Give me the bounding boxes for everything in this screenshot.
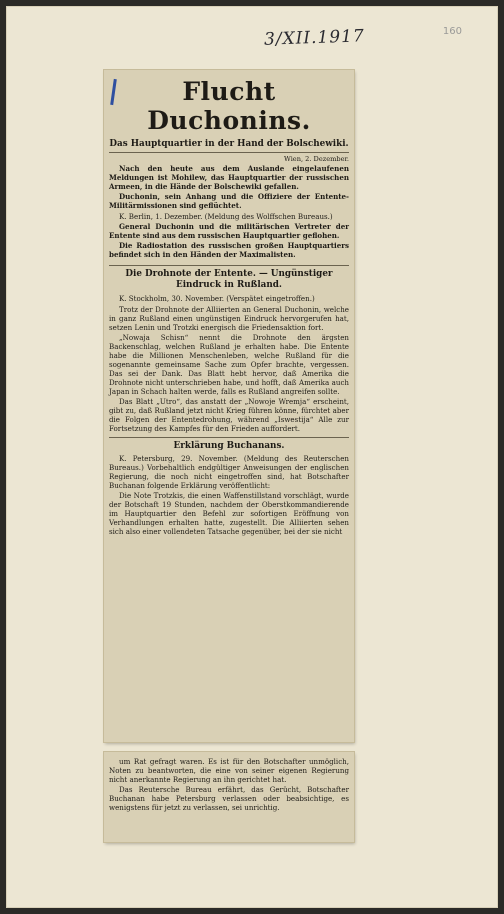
paragraph: General Duchonin und die militärischen Vertreter der Entente sind aus dem russischen Hauptquartier geflohen. bbox=[109, 221, 349, 240]
paragraph: Duchonin, sein Anhang und die Offiziere der Entente-Militärmissionen sind geflüchtet. bbox=[109, 192, 349, 211]
paragraph: um Rat gefragt waren. Es ist für den Botschafter unmöglich, Noten zu beantworten, die eine von seiner eigenen Regierung nicht anerkannte Regierung an ihn gerichtet hat. bbox=[109, 757, 349, 785]
newspaper-clipping bbox=[104, 70, 354, 742]
paragraph: K. Berlin, 1. Dezember. (Meldung des Wolffschen Bureaus.) bbox=[119, 211, 333, 221]
paragraph: Trotz der Drohnote der Alliierten an General Duchonin, welche in ganz Rußland einen ungünstigen Eindruck hervorgerufen hat, setzen Lenin und Trotzki energisch die Friedensaktion fort. bbox=[109, 304, 349, 332]
paragraph: K. Stockholm, 30. November. (Verspätet eingetroffen.) bbox=[119, 294, 315, 304]
section-title: Erklärung Buchanans. bbox=[173, 440, 285, 451]
divider bbox=[109, 437, 349, 438]
handwritten-date: 3/XII.1917 bbox=[263, 26, 366, 50]
page-number: 160 bbox=[442, 26, 462, 37]
headline bbox=[109, 77, 349, 135]
section-title: Die Drohnote der Entente. — Ungünstiger Eindruck in Rußland. bbox=[109, 265, 349, 291]
blue-pencil-mark bbox=[110, 79, 117, 105]
paragraph: Das Blatt „Utro“, das anstatt der „Nowoje Wremja“ erscheint, gibt zu, daß Rußland jetzt nicht Krieg führen könne, fürchtet aber die Folgen der Ententedrohung, während „Iswestija“ Alle zur Fortsetzung des Kampfes für den Frieden auffordert. bbox=[109, 397, 349, 434]
paragraph: Die Note Trotzkis, die einen Waffenstillstand vorschlägt, wurde der Botschaft 19 Stunden, nachdem der Oberstkommandierende im Hauptquartier den Befehl zur sofortigen Eröffnung von Verhandlungen erhalten hatte, zugestellt. Die Alliierten sehen sich also einer vollendeten Tatsache gegenüber, bei der sie nicht bbox=[109, 490, 349, 537]
paragraph: K. Petersburg, 29. November. (Meldung des Reuterschen Bureaus.) Vorbehaltlich endgültiger Anweisungen der englischen Regierung, die noch nicht eingetroffen sind, hat Botschafter Buchanan folgende Erklärung veröffentlicht: bbox=[109, 453, 349, 490]
paragraph: Nach den heute aus dem Auslande eingelaufenen Meldungen ist Mohilew, das Hauptquartier der russischen Armeen, in die Hände der Bolschewiki gefallen. bbox=[109, 164, 349, 192]
newspaper-clipping-continuation bbox=[104, 752, 354, 842]
paragraph: Die Radiostation des russischen großen Hauptquartiers befindet sich in den Händen der Maximalisten. bbox=[109, 241, 349, 260]
headline-text: Flucht Duchonins. bbox=[147, 77, 311, 135]
subheadline: Das Hauptquartier in der Hand der Bolschewiki. bbox=[109, 139, 349, 153]
paragraph: „Nowaja Schisn“ nennt die Drohnote den ärgsten Backenschlag, welchen Rußland je erhalten habe. Die Entente habe die Millionen Menschenleben, welche Rußland für die sogenannte gemeinsame Sache zum Opfer brachte, vergessen. Das sei der Dank. Das Blatt hebt hervor, daß Amerika die Drohnote nicht unterschrieben habe, und hofft, daß Amerika auch Japan in Schach halten werde, falls es Rußland angreifen sollte. bbox=[109, 332, 349, 397]
dateline: Wien, 2. Dezember. bbox=[284, 155, 349, 163]
paragraph: Das Reutersche Bureau erfährt, das Gerücht, Botschafter Buchanan habe Petersburg verlassen oder beabsichtige, es wenigstens für jetzt zu verlassen, sei unrichtig. bbox=[109, 785, 349, 813]
